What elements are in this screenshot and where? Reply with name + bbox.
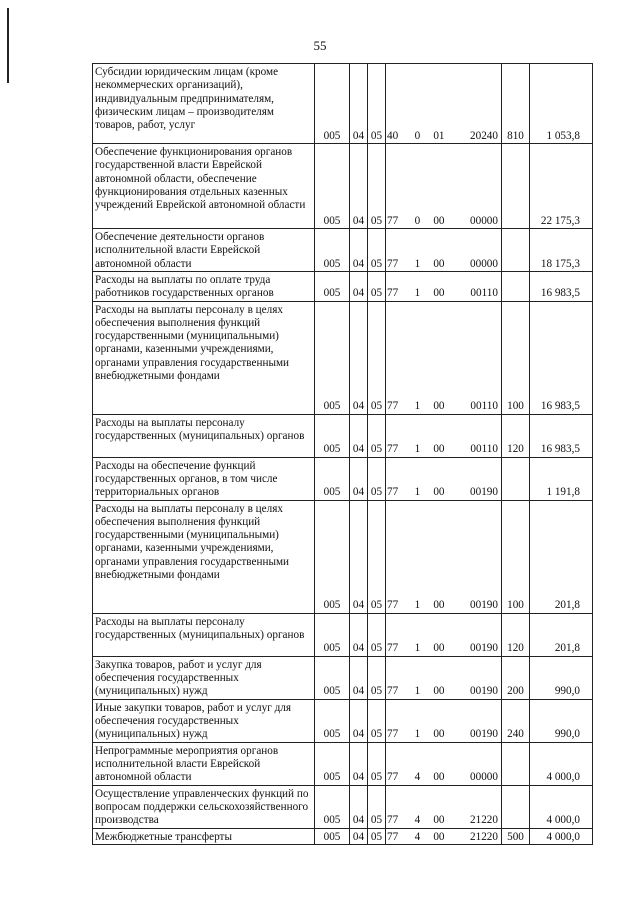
subsection-code: 05 <box>368 414 386 457</box>
amount: 16 983,5 <box>530 414 593 457</box>
target-article-parts <box>387 728 499 741</box>
target-article-part: 4 <box>414 771 421 784</box>
target-article-parts <box>387 215 499 228</box>
ministry-code: 005 <box>315 144 350 229</box>
target-article-part: 00190 <box>470 486 498 499</box>
target-article-part: 21220 <box>470 814 498 827</box>
target-article-part: 00 <box>433 214 445 227</box>
subsection-code: 05 <box>368 64 386 144</box>
target-article-part: 1 <box>414 443 421 456</box>
amount: 18 175,3 <box>530 229 593 272</box>
target-article-parts <box>387 287 499 300</box>
target-article-part: 00000 <box>470 771 498 784</box>
section-code: 04 <box>350 414 368 457</box>
table-row <box>93 656 593 699</box>
expense-type-code <box>502 742 530 785</box>
amount: 1 053,8 <box>530 64 593 144</box>
section-code: 04 <box>350 613 368 656</box>
target-article-part: 00 <box>433 642 445 655</box>
row-description: Обеспечение функционирования органов государственной власти Еврейской автономной области, обеспечение функционирования отдельных казенных учреждений Еврейской автономной области <box>93 144 315 229</box>
target-article-part: 00000 <box>470 257 498 270</box>
target-article-part: 00190 <box>470 728 498 741</box>
row-description: Иные закупки товаров, работ и услуг для обеспечения государственных (муниципальных) нужд <box>93 699 315 742</box>
target-article-part: 00000 <box>470 214 498 227</box>
target-article-part: 77 <box>387 214 399 227</box>
target-article-code <box>386 272 502 302</box>
target-article-code <box>386 414 502 457</box>
ministry-code: 005 <box>315 229 350 272</box>
table-row <box>93 414 593 457</box>
table-row <box>93 699 593 742</box>
expense-type-code <box>502 785 530 828</box>
table-row <box>93 301 593 414</box>
ministry-code: 005 <box>315 457 350 500</box>
target-article-code <box>386 785 502 828</box>
expense-type-code <box>502 229 530 272</box>
target-article-parts <box>387 486 499 499</box>
target-article-parts <box>387 258 499 271</box>
section-code: 04 <box>350 742 368 785</box>
expense-type-code <box>502 272 530 302</box>
ministry-code: 005 <box>315 699 350 742</box>
section-code: 04 <box>350 144 368 229</box>
target-article-part: 00 <box>433 830 445 843</box>
target-article-part: 1 <box>414 287 421 300</box>
section-code: 04 <box>350 828 368 844</box>
target-article-parts <box>387 831 499 844</box>
budget-table <box>92 63 593 845</box>
subsection-code: 05 <box>368 500 386 613</box>
target-article-code <box>386 742 502 785</box>
expense-type-code <box>502 457 530 500</box>
subsection-code: 05 <box>368 144 386 229</box>
table-row <box>93 272 593 302</box>
table-row <box>93 64 593 144</box>
target-article-part: 00 <box>433 257 445 270</box>
target-article-code <box>386 457 502 500</box>
expense-type-code: 120 <box>502 414 530 457</box>
section-code: 04 <box>350 699 368 742</box>
target-article-parts <box>387 130 499 143</box>
amount: 990,0 <box>530 656 593 699</box>
subsection-code: 05 <box>368 828 386 844</box>
target-article-part: 77 <box>387 400 399 413</box>
ministry-code: 005 <box>315 785 350 828</box>
target-article-part: 00 <box>433 814 445 827</box>
target-article-part: 1 <box>414 257 421 270</box>
target-article-part: 00190 <box>470 599 498 612</box>
amount: 201,8 <box>530 500 593 613</box>
target-article-parts <box>387 642 499 655</box>
section-code: 04 <box>350 64 368 144</box>
subsection-code: 05 <box>368 785 386 828</box>
target-article-code <box>386 64 502 144</box>
row-description: Непрограммные мероприятия органов исполнительной власти Еврейской автономной области <box>93 742 315 785</box>
target-article-part: 20240 <box>470 129 498 142</box>
subsection-code: 05 <box>368 613 386 656</box>
expense-type-code <box>502 144 530 229</box>
amount: 16 983,5 <box>530 272 593 302</box>
row-description: Расходы на обеспечение функций государственных органов, в том числе территориальных органов <box>93 457 315 500</box>
expense-type-code: 100 <box>502 301 530 414</box>
table-row <box>93 613 593 656</box>
target-article-code <box>386 229 502 272</box>
target-article-code <box>386 500 502 613</box>
section-code: 04 <box>350 457 368 500</box>
target-article-part: 40 <box>387 129 399 142</box>
amount: 990,0 <box>530 699 593 742</box>
target-article-code <box>386 828 502 844</box>
row-description: Расходы на выплаты персоналу государственных (муниципальных) органов <box>93 414 315 457</box>
target-article-part: 77 <box>387 830 399 843</box>
row-description: Расходы на выплаты персоналу государственных (муниципальных) органов <box>93 613 315 656</box>
amount: 201,8 <box>530 613 593 656</box>
expense-type-code: 500 <box>502 828 530 844</box>
amount: 1 191,8 <box>530 457 593 500</box>
target-article-part: 77 <box>387 486 399 499</box>
row-description: Закупка товаров, работ и услуг для обеспечения государственных (муниципальных) нужд <box>93 656 315 699</box>
budget-table-body <box>93 64 593 845</box>
subsection-code: 05 <box>368 742 386 785</box>
ministry-code: 005 <box>315 828 350 844</box>
subsection-code: 05 <box>368 699 386 742</box>
target-article-part: 77 <box>387 685 399 698</box>
amount: 4 000,0 <box>530 785 593 828</box>
section-code: 04 <box>350 785 368 828</box>
section-code: 04 <box>350 272 368 302</box>
table-row <box>93 742 593 785</box>
expense-type-code: 200 <box>502 656 530 699</box>
target-article-parts <box>387 400 499 413</box>
subsection-code: 05 <box>368 272 386 302</box>
ministry-code: 005 <box>315 656 350 699</box>
ministry-code: 005 <box>315 414 350 457</box>
target-article-part: 1 <box>414 599 421 612</box>
target-article-part: 1 <box>414 728 421 741</box>
target-article-code <box>386 144 502 229</box>
amount: 4 000,0 <box>530 742 593 785</box>
target-article-part: 00 <box>433 685 445 698</box>
section-code: 04 <box>350 500 368 613</box>
ministry-code: 005 <box>315 301 350 414</box>
section-code: 04 <box>350 656 368 699</box>
ministry-code: 005 <box>315 613 350 656</box>
target-article-parts <box>387 599 499 612</box>
target-article-part: 00 <box>433 728 445 741</box>
target-article-part: 00 <box>433 443 445 456</box>
target-article-part: 00110 <box>470 443 498 456</box>
expense-type-code: 120 <box>502 613 530 656</box>
target-article-code <box>386 301 502 414</box>
subsection-code: 05 <box>368 457 386 500</box>
target-article-code <box>386 656 502 699</box>
row-description: Расходы на выплаты персоналу в целях обеспечения выполнения функций государственными (муниципальными) органами, казенными учреждениями, органами управления государственными внебюджетными фондами <box>93 500 315 613</box>
target-article-parts <box>387 814 499 827</box>
expense-type-code: 100 <box>502 500 530 613</box>
target-article-parts <box>387 771 499 784</box>
section-code: 04 <box>350 229 368 272</box>
target-article-part: 00 <box>433 486 445 499</box>
target-article-part: 00 <box>433 599 445 612</box>
table-row <box>93 500 593 613</box>
target-article-part: 77 <box>387 642 399 655</box>
target-article-part: 1 <box>414 642 421 655</box>
target-article-part: 4 <box>414 814 421 827</box>
target-article-part: 01 <box>433 129 445 142</box>
section-code: 04 <box>350 301 368 414</box>
target-article-part: 0 <box>414 129 421 142</box>
target-article-part: 77 <box>387 443 399 456</box>
subsection-code: 05 <box>368 656 386 699</box>
target-article-part: 00110 <box>470 400 498 413</box>
amount: 22 175,3 <box>530 144 593 229</box>
target-article-part: 77 <box>387 257 399 270</box>
ministry-code: 005 <box>315 500 350 613</box>
target-article-part: 00110 <box>470 287 498 300</box>
page-number: 55 <box>313 38 327 53</box>
ministry-code: 005 <box>315 742 350 785</box>
row-description: Межбюджетные трансферты <box>93 828 315 844</box>
subsection-code: 05 <box>368 229 386 272</box>
target-article-code <box>386 699 502 742</box>
subsection-code: 05 <box>368 301 386 414</box>
row-description: Осуществление управленческих функций по вопросам поддержки сельскохозяйственного производства <box>93 785 315 828</box>
table-row <box>93 457 593 500</box>
target-article-part: 1 <box>414 400 421 413</box>
row-description: Расходы на выплаты персоналу в целях обеспечения выполнения функций государственными (муниципальными) органами, казенными учреждениями, органами управления государственными внебюджетными фондами <box>93 301 315 414</box>
target-article-part: 77 <box>387 814 399 827</box>
target-article-part: 0 <box>414 214 421 227</box>
target-article-part: 77 <box>387 287 399 300</box>
table-row <box>93 828 593 844</box>
target-article-part: 4 <box>414 830 421 843</box>
expense-type-code: 240 <box>502 699 530 742</box>
target-article-part: 00190 <box>470 642 498 655</box>
expense-type-code: 810 <box>502 64 530 144</box>
target-article-part: 00 <box>433 287 445 300</box>
target-article-part: 77 <box>387 728 399 741</box>
amount: 4 000,0 <box>530 828 593 844</box>
row-description: Обеспечение деятельности органов исполнительной власти Еврейской автономной области <box>93 229 315 272</box>
target-article-part: 77 <box>387 599 399 612</box>
target-article-part: 1 <box>414 486 421 499</box>
row-description: Расходы на выплаты по оплате труда работников государственных органов <box>93 272 315 302</box>
target-article-code <box>386 613 502 656</box>
target-article-part: 00 <box>433 771 445 784</box>
row-description: Субсидии юридическим лицам (кроме некоммерческих организаций), индивидуальным предпринимателям, физическим лицам – производителям товаров, работ, услуг <box>93 64 315 144</box>
target-article-part: 1 <box>414 685 421 698</box>
ministry-code: 005 <box>315 64 350 144</box>
table-row <box>93 144 593 229</box>
amount: 16 983,5 <box>530 301 593 414</box>
target-article-part: 00 <box>433 400 445 413</box>
target-article-parts <box>387 685 499 698</box>
target-article-part: 00190 <box>470 685 498 698</box>
ministry-code: 005 <box>315 272 350 302</box>
target-article-part: 21220 <box>470 830 498 843</box>
target-article-parts <box>387 443 499 456</box>
table-row <box>93 229 593 272</box>
target-article-part: 77 <box>387 771 399 784</box>
table-row <box>93 785 593 828</box>
